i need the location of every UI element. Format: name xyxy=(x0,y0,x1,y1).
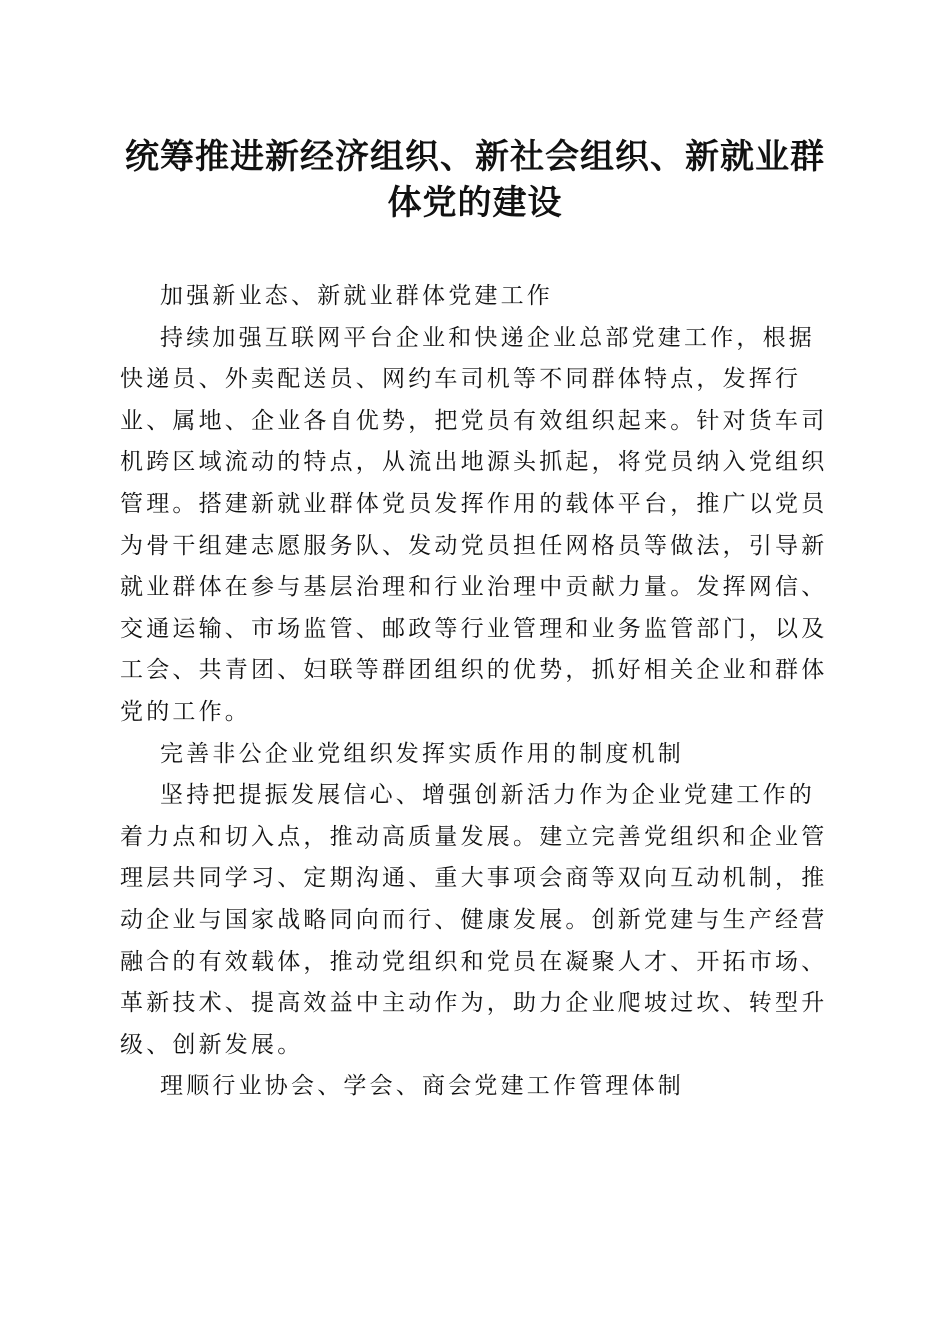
section-heading-1: 加强新业态、新就业群体党建工作 xyxy=(160,283,553,309)
section-paragraph-1: 持续加强互联网平台企业和快递企业总部党建工作，根据快递员、外卖配送员、网约车司机等不同群体特点，发挥行业、属地、企业各自优势，把党员有效组织起来。针对货车司机跨区域流动的特点，从流出地源头抓起，将党员纳入党组织管理。搭建新就业群体党员发挥作用的载体平台，推广以党员为骨干组建志愿服务队、发动党员担任网格员等做法，引导新就业群体在参与基层治理和行业治理中贡献力量。发挥网信、交通运输、市场监管、邮政等行业管理和业务监管部门，以及工会、共青团、妇联等群团组织的优势，抓好相关企业和群体党的工作。 xyxy=(120,324,828,725)
title-line-1: 统筹推进新经济组织、新社会组织、新就业群 xyxy=(125,137,825,177)
document-body xyxy=(120,276,832,1108)
section-paragraph-2: 坚持把提振发展信心、增强创新活力作为企业党建工作的着力点和切入点，推动高质量发展。建立完善党组织和企业管理层共同学习、定期沟通、重大事项会商等双向互动机制，推动企业与国家战略同向而行、健康发展。创新党建与生产经营融合的有效载体，推动党组织和党员在凝聚人才、开拓市场、革新技术、提高效益中主动作为，助力企业爬坡过坎、转型升级、创新发展。 xyxy=(120,782,828,1058)
document-title xyxy=(95,134,855,226)
section-heading-3: 理顺行业协会、学会、商会党建工作管理体制 xyxy=(160,1073,684,1100)
section-heading-2: 完善非公企业党组织发挥实质作用的制度机制 xyxy=(160,740,684,767)
title-line-2: 体党的建设 xyxy=(387,183,563,223)
